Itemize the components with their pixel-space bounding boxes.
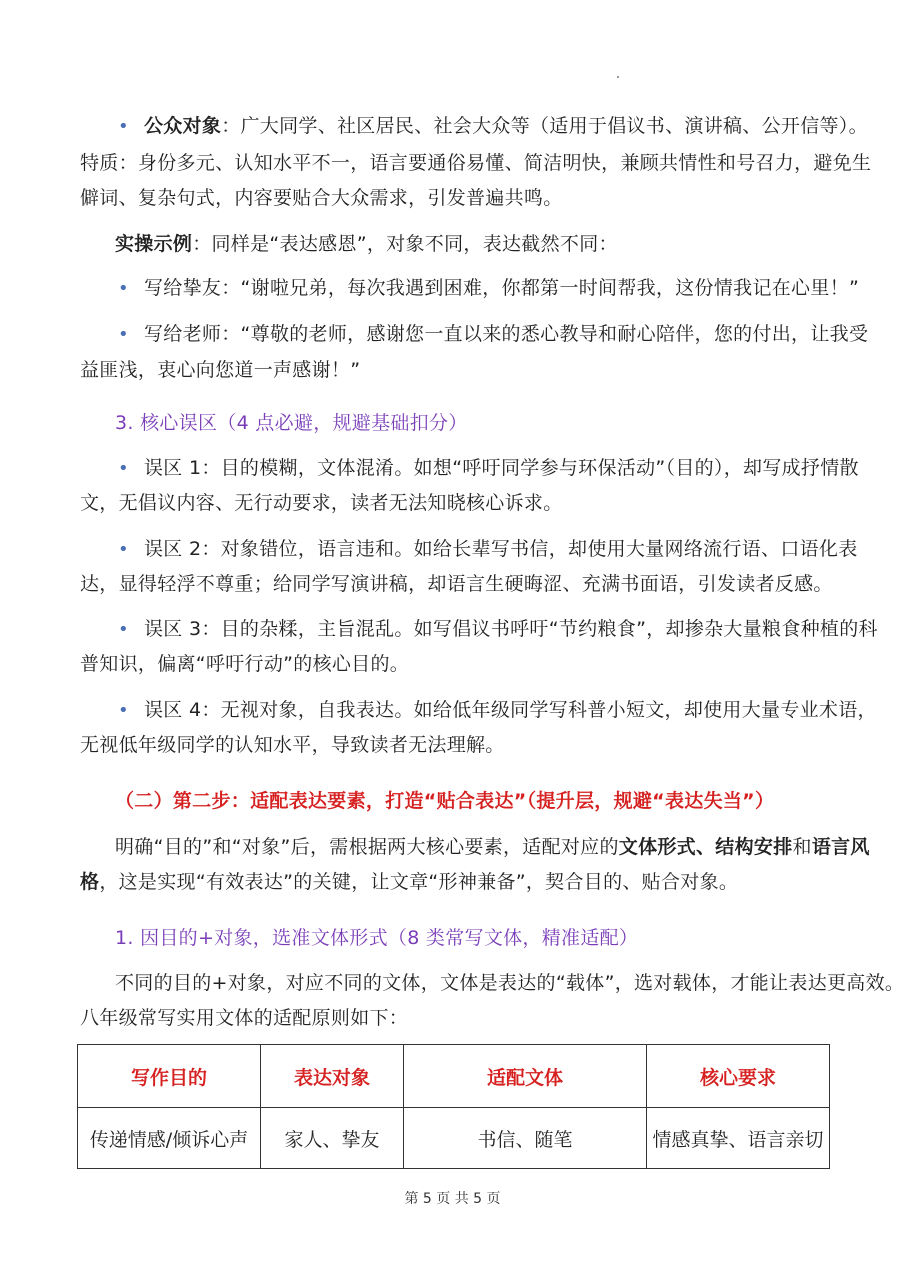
para-1-sep: 、 (695, 836, 716, 858)
mistake-2-text: 误区 2：对象错位，语言违和。如给长辈写书信，却使用大量网络流行语、口语化表 (144, 538, 858, 560)
example-teacher (118, 322, 868, 347)
section-step-two-heading: （二）第二步：适配表达要素，打造“贴合表达”（提升层，规避“表达失当”） (115, 790, 775, 812)
mistake-3-cont: 普知识，偏离“呼吁行动”的核心目的。 (80, 653, 410, 675)
public-audience-text: ：广大同学、社区居民、社会大众等（适用于倡议书、演讲稿、公开信等）。 (221, 115, 868, 137)
header-audience: 表达对象 (261, 1045, 404, 1108)
bullet-icon: • (118, 324, 129, 345)
header-purpose: 写作目的 (78, 1045, 261, 1108)
header-requirement: 核心要求 (647, 1045, 830, 1108)
bullet-icon: • (118, 116, 129, 137)
header-genre: 适配文体 (404, 1045, 647, 1108)
mistake-1 (118, 456, 859, 481)
mistake-3 (118, 617, 878, 642)
bullet-icon: • (118, 700, 129, 721)
para-1-text: 明确“目的”和“对象”后，需根据两大核心要素，适配对应的 (115, 836, 619, 858)
mistake-4-cont: 无视低年级同学的认知水平，导致读者无法理解。 (80, 734, 505, 756)
example-label: 实操示例 (115, 233, 193, 255)
example-friend (118, 276, 859, 301)
trait-line-2: 僻词、复杂句式，内容要贴合大众需求，引发普遍共鸣。 (80, 187, 563, 209)
cell-audience: 家人、挚友 (261, 1108, 404, 1169)
public-audience-line (118, 114, 868, 139)
example-text: ：同样是“表达感恩”，对象不同，表达截然不同： (192, 233, 618, 255)
mistake-1-text: 误区 1：目的模糊，文体混淆。如想“呼吁同学参与环保活动”（目的），却写成抒情散 (144, 457, 859, 479)
mistake-4 (118, 698, 877, 723)
para-1-line-1 (115, 835, 870, 859)
genre-table (77, 1044, 830, 1169)
mistake-2 (118, 537, 858, 562)
example-teacher-text: 写给老师：“尊敬的老师，感谢您一直以来的悉心教导和耐心陪伴，您的付出，让我受 (144, 323, 869, 345)
mistake-3-text: 误区 3：目的杂糅，主旨混乱。如写倡议书呼吁“节约粮食”，却掺杂大量粮食种植的科 (144, 618, 878, 640)
bullet-icon: • (118, 278, 129, 299)
heading-choose-genre: 1. 因目的+对象，选准文体形式（8 类常写文体，精准适配） (115, 927, 639, 949)
speck (617, 76, 619, 78)
mistake-1-cont: 文，无倡议内容、无行动要求，读者无法知晓核心诉求。 (80, 492, 563, 514)
bullet-icon: • (118, 619, 129, 640)
mistake-2-cont: 达，显得轻浮不尊重；给同学写演讲稿，却语言生硬晦涩、充满书面语，引发读者反感。 (80, 573, 833, 595)
heading-core-mistakes: 3. 核心误区（4 点必避，规避基础扣分） (115, 412, 468, 434)
mistake-4-text: 误区 4：无视对象，自我表达。如给低年级同学写科普小短文，却使用大量专业术语， (144, 699, 877, 721)
trait-line-1: 特质：身份多元、认知水平不一，语言要通俗易懂、简洁明快，兼顾共情性和号召力，避免生 (80, 152, 872, 174)
page-footer: 第 5 页 共 5 页 (404, 1191, 501, 1207)
example-teacher-cont: 益匪浅，衷心向您道一声感谢！” (80, 359, 361, 381)
example-line (115, 232, 618, 256)
table-header-row (78, 1045, 830, 1108)
example-friend-text: 写给挚友：“谢啦兄弟，每次我遇到困难，你都第一时间帮我，这份情我记在心里！” (144, 277, 860, 299)
para-1-line-2-text: ，这是实现“有效表达”的关键，让文章“形神兼备”，契合目的、贴合对象。 (99, 871, 739, 893)
bullet-icon: • (118, 539, 129, 560)
para-1-line-2 (80, 870, 738, 894)
para-2-line-2: 八年级常写实用文体的适配原则如下： (80, 1007, 409, 1029)
para-1-and: 和 (792, 836, 812, 858)
cell-genre: 书信、随笔 (404, 1108, 647, 1169)
bold-style-cont: 格 (80, 871, 100, 893)
table-row (78, 1108, 830, 1169)
bold-structure: 结构安排 (715, 836, 793, 858)
cell-requirement: 情感真挚、语言亲切 (647, 1108, 830, 1169)
bold-style: 语言风 (811, 836, 870, 858)
cell-purpose: 传递情感/倾诉心声 (78, 1108, 261, 1169)
bold-genre: 文体形式 (618, 836, 696, 858)
bullet-icon: • (118, 458, 129, 479)
public-audience-label: 公众对象 (144, 115, 222, 137)
para-2-line-1: 不同的目的+对象，对应不同的文体，文体是表达的“载体”，选对载体，才能让表达更高效。 (115, 972, 905, 994)
